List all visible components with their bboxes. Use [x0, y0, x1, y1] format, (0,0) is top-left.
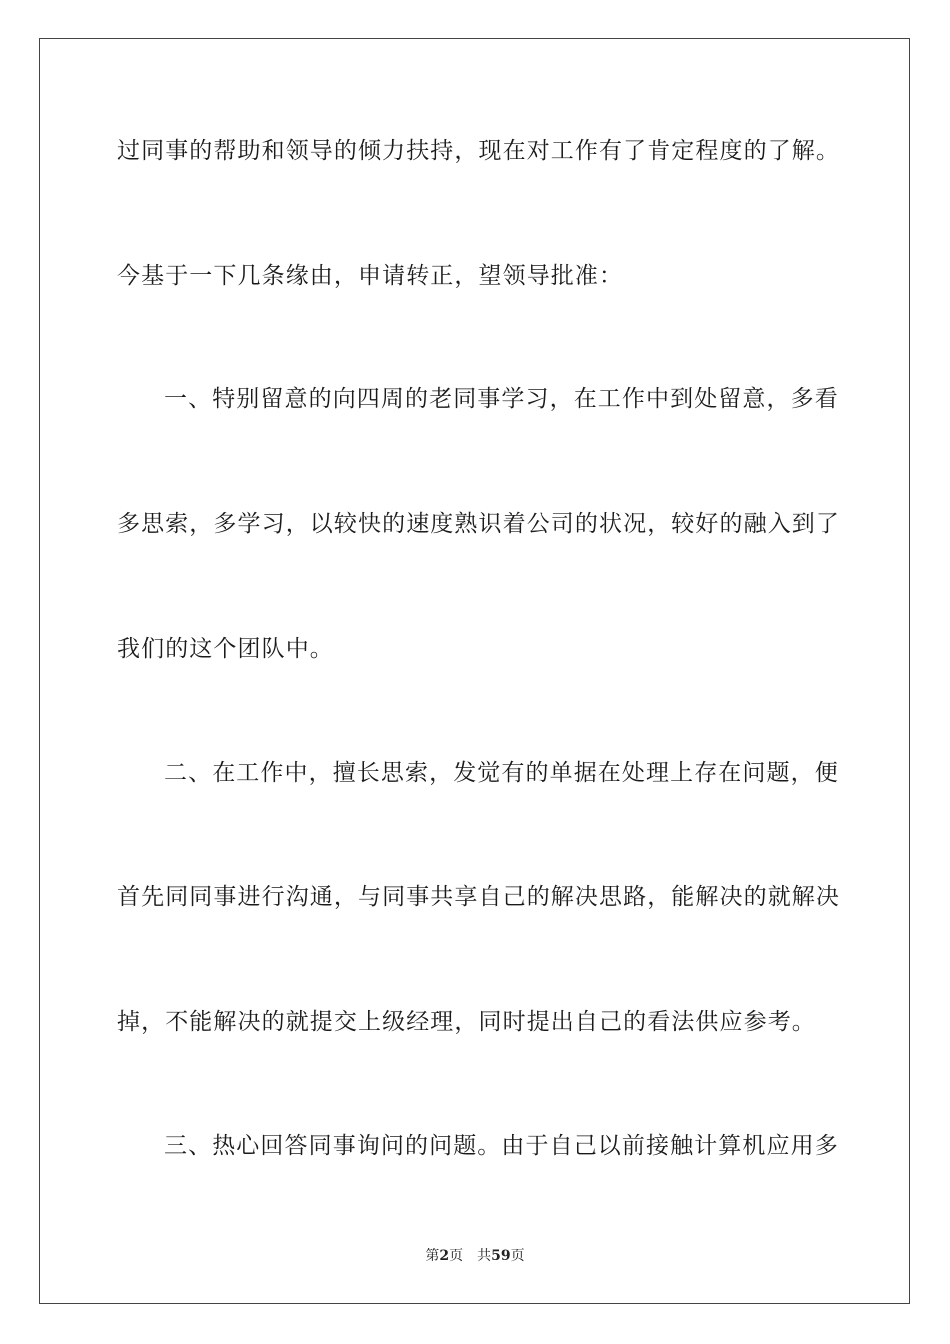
- body-line-9: 三、热心回答同事询问的问题。由于自己以前接触计算机应用多: [164, 1133, 839, 1159]
- body-line-8: 掉，不能解决的就提交上级经理，同时提出自己的看法供应参考。: [117, 1009, 816, 1035]
- body-line-6: 二、在工作中，擅长思索，发觉有的单据在处理上存在问题，便: [164, 760, 839, 786]
- body-line-1: 过同事的帮助和领导的倾力扶持，现在对工作有了肯定程度的了解。: [117, 138, 840, 164]
- body-line-4: 多思索，多学习，以较快的速度熟识着公司的状况，较好的融入到了: [117, 511, 840, 537]
- footer-total-pages: 59: [491, 1248, 511, 1264]
- footer-page-suffix: 页: [449, 1248, 464, 1264]
- page-footer: [0, 1246, 950, 1266]
- footer-total-prefix: 共: [477, 1248, 492, 1264]
- footer-total-suffix: 页: [510, 1248, 525, 1264]
- body-line-5: 我们的这个团队中。: [117, 636, 334, 662]
- body-line-3: 一、特别留意的向四周的老同事学习，在工作中到处留意，多看: [164, 386, 839, 412]
- footer-page-prefix: 第: [425, 1248, 440, 1264]
- body-line-7: 首先同同事进行沟通，与同事共享自己的解决思路，能解决的就解决: [117, 884, 840, 910]
- body-line-2: 今基于一下几条缘由，申请转正，望领导批准：: [117, 263, 624, 289]
- page-border: [39, 38, 910, 1304]
- footer-page-number: 2: [439, 1248, 450, 1264]
